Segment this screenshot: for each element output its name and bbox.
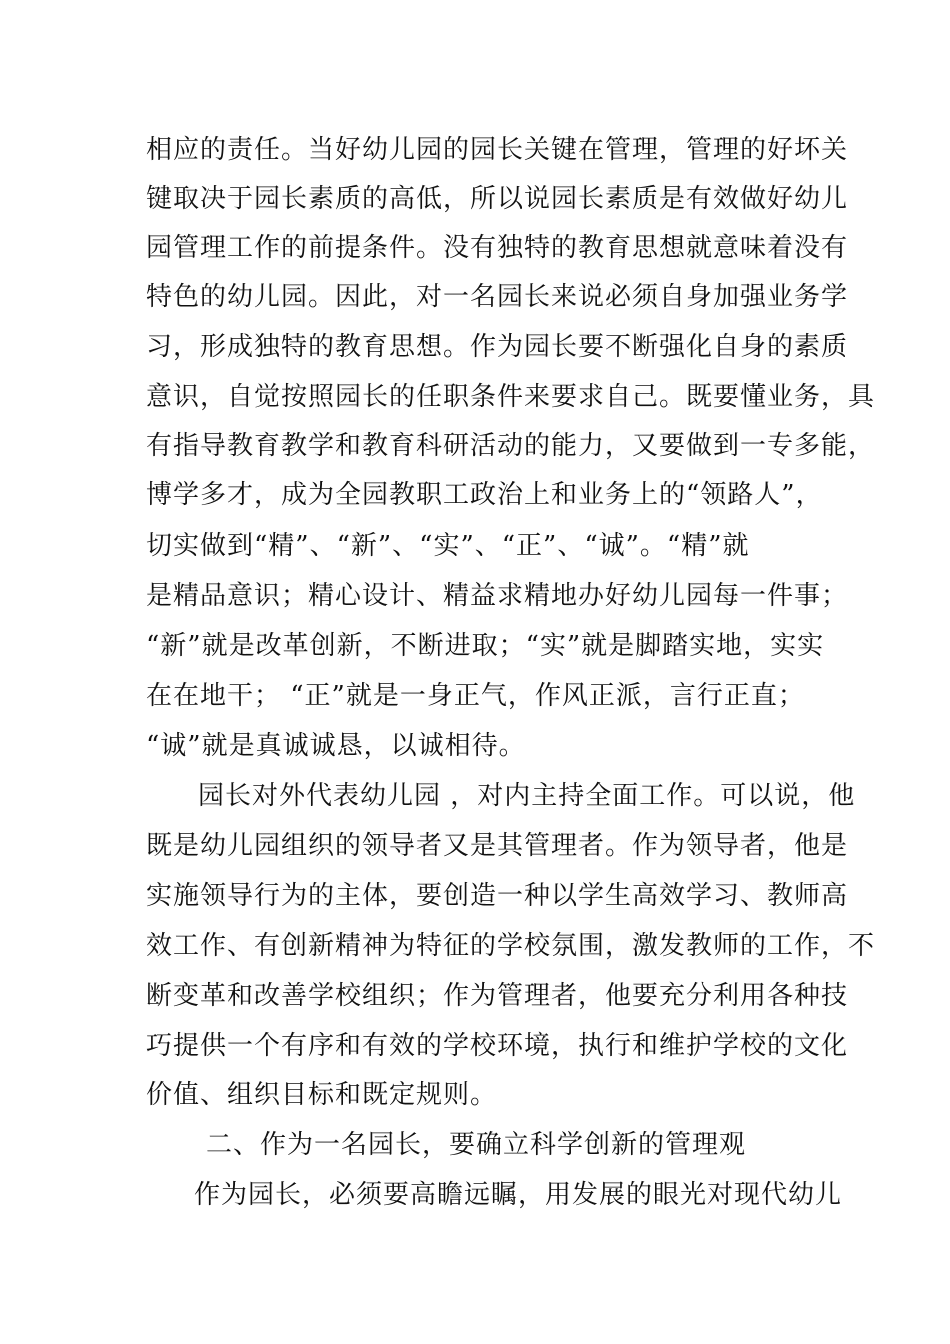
text-line: 价值、组织目标和既定规则。 (146, 1080, 498, 1110)
text-line: 键取决于园长素质的高低，所以说园长素质是有效做好幼儿 (146, 184, 849, 214)
text-line: 断变革和改善学校组织；作为管理者，他要充分利用各种技 (146, 981, 849, 1011)
text-line: 切实做到“精”、“新”、“实”、“正”、“诚”。“精”就 (146, 531, 750, 561)
text-line: “新”就是改革创新，不断进取；“实”就是脚踏实地，实实 (146, 631, 825, 661)
text-line: 博学多才，成为全园教职工政治上和业务上的“领路人”， (146, 480, 823, 510)
text-line: 特色的幼儿园。因此，对一名园长来说必须自身加强业务学 (146, 282, 849, 312)
text-line: 巧提供一个有序和有效的学校环境，执行和维护学校的文化 (146, 1031, 849, 1061)
text-line: 园管理工作的前提条件。没有独特的教育思想就意味着没有 (146, 233, 849, 263)
text-line: 效工作、有创新精神为特征的学校氛围，激发教师的工作，不 (146, 931, 876, 961)
text-line: 在在地干； “正”就是一身正气，作风正派，言行正直； (146, 681, 805, 711)
text-line: 实施领导行为的主体，要创造一种以学生高效学习、教师高 (146, 881, 849, 911)
text-line: 相应的责任。当好幼儿园的园长关键在管理，管理的好坏关 (146, 135, 849, 165)
text-line: 习，形成独特的教育思想。作为园长要不断强化自身的素质 (146, 332, 849, 362)
text-line: 园长对外代表幼儿园 ，对内主持全面工作。可以说，他 (198, 781, 856, 811)
text-line: 有指导教育教学和教育科研活动的能力，又要做到一专多能， (146, 431, 876, 461)
text-line: 作为园长，必须要高瞻远瞩，用发展的眼光对现代幼儿 (194, 1180, 843, 1210)
text-line: 既是幼儿园组织的领导者又是其管理者。作为领导者，他是 (146, 831, 849, 861)
section-heading: 二、作为一名园长，要确立科学创新的管理观 (206, 1130, 747, 1160)
text-line: “诚”就是真诚诚恳，以诚相待。 (146, 731, 526, 761)
text-line: 是精品意识；精心设计、精益求精地办好幼儿园每一件事； (146, 581, 849, 611)
text-line: 意识，自觉按照园长的任职条件来要求自己。既要懂业务，具 (146, 382, 876, 412)
